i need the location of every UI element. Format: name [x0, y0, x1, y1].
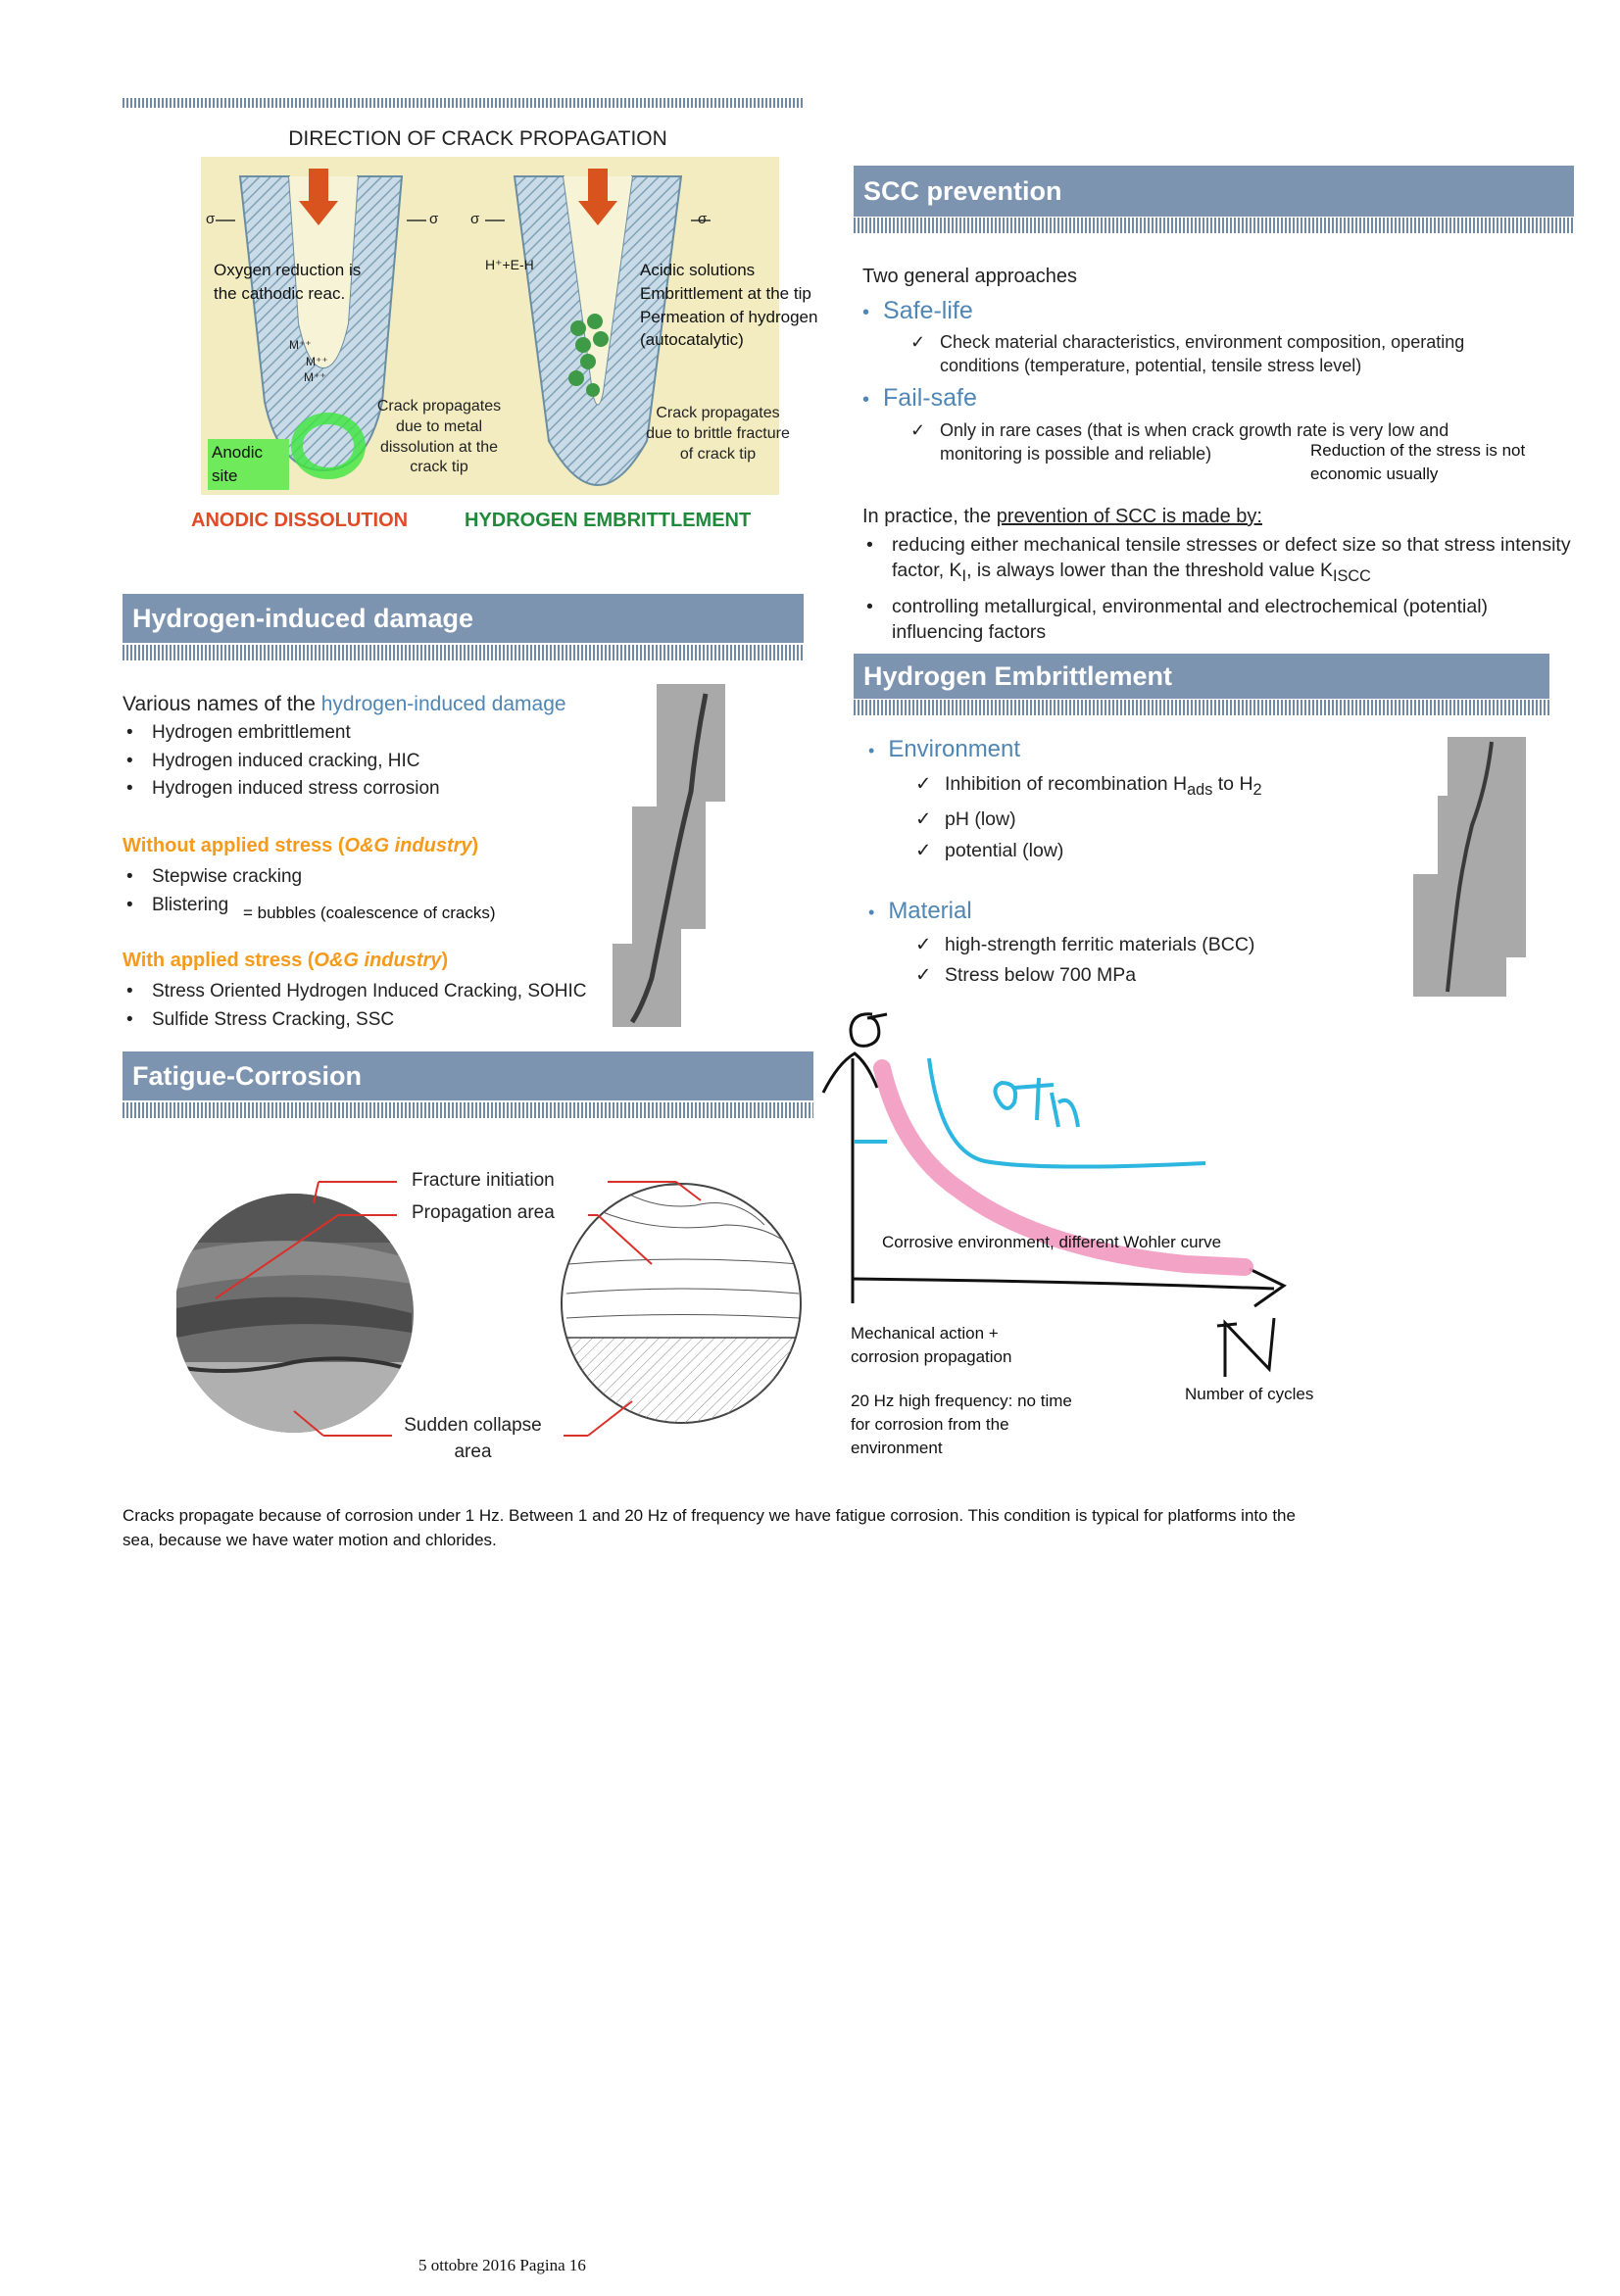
- sigma-label-3: σ: [470, 211, 480, 227]
- oxygen-reduction-note: Oxygen reduction is the cathodic reac.: [214, 261, 362, 303]
- with-heading-text: With applied stress (: [123, 950, 315, 971]
- acidic-solutions-note: Acidic solutions Embrittlement at the tip Permeation of hydrogen (autocatalytic): [640, 261, 818, 350]
- scc-intro: Two general approaches: [862, 266, 1078, 287]
- anodic-dissolution-label: ANODIC DISSOLUTION: [191, 510, 409, 531]
- hydrogen-damage-intro: [123, 690, 566, 719]
- number-of-cycles-label: Number of cycles: [1185, 1385, 1314, 1403]
- without-heading-close: ): [471, 835, 479, 856]
- fatigue-heading: Fatigue-Corrosion: [123, 1051, 813, 1100]
- with-stress-heading: [123, 950, 448, 972]
- list-item: • Sulfide Stress Cracking, SSC: [123, 1006, 671, 1035]
- environment-list: [911, 768, 1382, 866]
- frequency-note: 20 Hz high frequency: no time for corrosion from the environment: [851, 1392, 1072, 1457]
- scc-hatch: [854, 218, 1574, 233]
- sigma-label-2: σ: [429, 211, 439, 227]
- he-micrograph-svg: [1413, 737, 1526, 997]
- env-item1-b: to H: [1212, 773, 1253, 795]
- practice-item1-b: , is always lower than the threshold value K: [966, 560, 1334, 582]
- list-item: • Stress Oriented Hydrogen Induced Cracking, SOHIC: [123, 978, 671, 1006]
- mechanical-action-note: Mechanical action + corrosion propagation: [851, 1324, 1012, 1366]
- without-stress-heading: [123, 835, 478, 857]
- scc-heading: SCC prevention: [854, 166, 1574, 217]
- hydrogen-damage-list: [123, 719, 632, 804]
- practice-item1-sub2: ISCC: [1333, 567, 1371, 586]
- list-item: ✓ potential (low): [911, 835, 1382, 866]
- without-heading-italic: O&G industry: [344, 835, 472, 856]
- he-micrograph: [1413, 737, 1526, 997]
- wohler-sketch-svg: [813, 1004, 1323, 1377]
- page-footer: 5 ottobre 2016 Pagina 16: [418, 2256, 586, 2274]
- metal-ion-3: M⁺⁺: [304, 370, 326, 384]
- crack-figure-title: DIRECTION OF CRACK PROPAGATION: [288, 127, 667, 150]
- bottom-note: Cracks propagate because of corrosion under 1 Hz. Between 1 and 20 Hz of frequency we have fatigue corrosion. This condition is typical for platforms into the sea, because we have water motion and chlorides.: [123, 1506, 1296, 1549]
- stepwise-crack-micrograph: [613, 684, 725, 1027]
- safe-life-text: Safe-life: [883, 297, 973, 324]
- right-crack-note: Crack propagates due to brittle fracture of crack tip: [646, 405, 790, 463]
- hplus-label: H⁺+E-H: [485, 257, 534, 272]
- material-list: [911, 930, 1382, 991]
- left-crack-note: Crack propagates due to metal dissolution at the crack tip: [376, 398, 502, 476]
- fail-safe-bullet: •: [862, 389, 870, 411]
- micrograph-svg: [613, 684, 725, 1027]
- anodic-site-note: Anodic site: [208, 439, 289, 490]
- propagation-area-label: Propagation area: [412, 1202, 555, 1223]
- intro-highlight: hydrogen-induced damage: [320, 693, 566, 715]
- safe-life-list: [907, 330, 1534, 378]
- environment-bullet: •: [868, 741, 875, 760]
- without-heading-text: Without applied stress (: [123, 835, 345, 856]
- metal-ion-2: M⁺⁺: [306, 355, 328, 368]
- with-heading-close: ): [441, 950, 449, 971]
- practice-item1-a: reducing either mechanical tensile stresses or defect size so that stress intensity factor, K: [892, 534, 1571, 582]
- list-item: ✓ pH (low): [911, 804, 1382, 835]
- list-item: • Hydrogen embrittlement: [123, 719, 632, 748]
- hydrogen-damage-heading: Hydrogen-induced damage: [123, 594, 804, 643]
- list-item: • Hydrogen induced cracking, HIC: [123, 748, 632, 776]
- environment-text: Environment: [888, 736, 1021, 762]
- he-hatch: [854, 700, 1549, 715]
- sigma-label-4: σ: [698, 211, 708, 227]
- metal-ion-1: M⁺⁺: [289, 338, 312, 352]
- he-heading: Hydrogen Embrittlement: [854, 654, 1549, 699]
- list-item: [911, 768, 1382, 804]
- corrosive-environment-note: Corrosive environment, different Wohler curve: [882, 1233, 1222, 1251]
- list-item: • controlling metallurgical, environmental and electrochemical (potential) influencing factors: [862, 594, 1578, 646]
- safe-life-bullet: •: [862, 302, 870, 323]
- list-item: ✓ Stress below 700 MPa: [911, 960, 1382, 991]
- list-item: ✓ Check material characteristics, environment composition, operating conditions (temperature, potential, tensile stress level): [907, 330, 1534, 378]
- practice-prefix: In practice, the: [862, 506, 997, 527]
- sudden-collapse-label: Sudden collapse area: [404, 1415, 542, 1462]
- list-item: • Stepwise cracking: [123, 863, 632, 892]
- environment-heading: [868, 736, 1020, 763]
- fail-safe-heading: [862, 384, 977, 413]
- env-item1-sub2: 2: [1252, 780, 1262, 799]
- practice-intro: [862, 503, 1262, 531]
- env-item1-sub: ads: [1187, 780, 1213, 799]
- wohler-sketch: [813, 1004, 1323, 1377]
- top-hatch-bar: [123, 98, 804, 108]
- list-item: [862, 532, 1578, 588]
- fracture-initiation-label: Fracture initiation: [412, 1170, 555, 1191]
- practice-underline: prevention of SCC is made by:: [996, 506, 1262, 527]
- list-item: ✓ Only in rare cases (that is when crack growth rate is very low and monitoring is possible and reliable): [907, 418, 1514, 466]
- practice-list: [862, 532, 1578, 646]
- blistering-note: = bubbles (coalescence of cracks): [243, 904, 496, 922]
- env-item1-a: Inhibition of recombination H: [945, 773, 1188, 795]
- material-bullet: •: [868, 903, 875, 922]
- sigma-label-1: σ: [206, 211, 216, 227]
- list-item: • Blistering: [123, 892, 632, 920]
- fail-safe-text: Fail-safe: [883, 384, 977, 412]
- with-stress-list: [123, 978, 671, 1034]
- with-heading-italic: O&G industry: [314, 950, 442, 971]
- fatigue-hatch: [123, 1102, 813, 1118]
- list-item: ✓ high-strength ferritic materials (BCC): [911, 930, 1382, 960]
- material-text: Material: [888, 898, 972, 924]
- list-item: • Hydrogen induced stress corrosion: [123, 775, 632, 804]
- practice-item1-sub1: I: [961, 567, 967, 586]
- hydrogen-damage-hatch: [123, 645, 804, 660]
- intro-prefix: Various names of the: [123, 693, 321, 715]
- fail-safe-note: Reduction of the stress is not economic usually: [1310, 441, 1526, 483]
- hydrogen-embrittlement-label: HYDROGEN EMBRITTLEMENT: [465, 510, 752, 531]
- safe-life-heading: [862, 297, 973, 325]
- material-heading: [868, 898, 972, 925]
